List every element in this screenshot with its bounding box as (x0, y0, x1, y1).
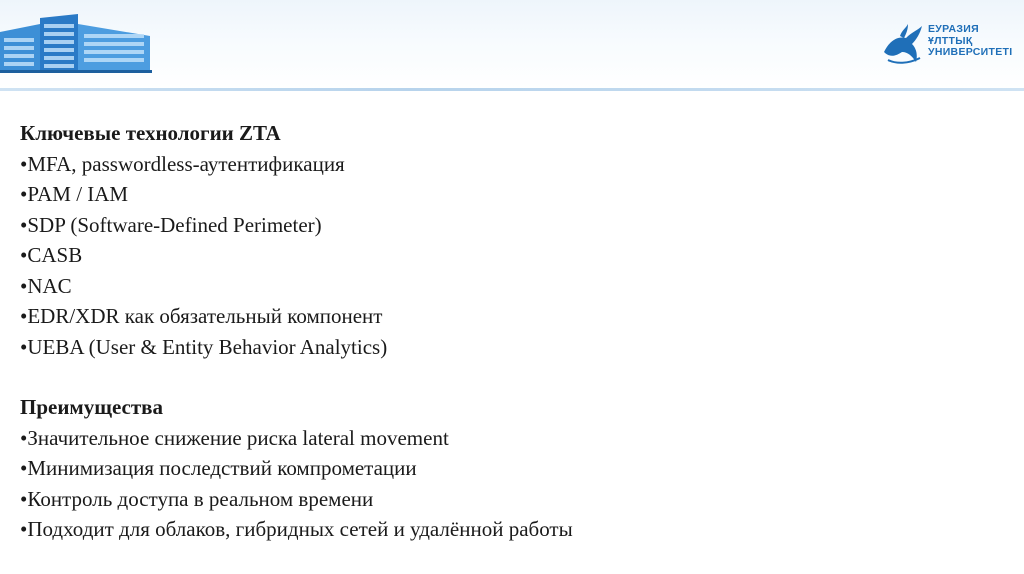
building-icon (0, 14, 160, 74)
list-item: •SDP (Software-Defined Perimeter) (20, 212, 322, 237)
logo-line-1: ЕУРАЗИЯ (928, 23, 979, 35)
logo-line-3: УНИВЕРСИТЕТІ (928, 46, 1013, 58)
list-item: •Значительное снижение риска lateral movement (20, 425, 449, 450)
list-item: •Минимизация последствий компрометации (20, 456, 417, 480)
horse-rider-logo-icon (882, 22, 926, 66)
list-item: •CASB (20, 243, 83, 267)
header-divider (0, 88, 1024, 91)
list-item: •EDR/XDR как обязательный компонент (20, 304, 383, 328)
section-spacer (20, 362, 1000, 392)
logo-text (928, 24, 1020, 59)
slide-header (0, 0, 1024, 90)
list-item: •Контроль доступа в реальном времени (20, 486, 374, 511)
slide-content (20, 118, 1000, 545)
tech-section-title: Ключевые технологии ZTA (20, 121, 281, 145)
list-item: •UEBA (User & Entity Behavior Analytics) (20, 334, 388, 359)
list-item: •PAM / IAM (20, 182, 129, 206)
list-item: •MFA, passwordless-аутентификация (20, 151, 345, 176)
list-item: •Подходит для облаков, гибридных сетей и удалённой работы (20, 517, 573, 541)
logo-line-2: ҰЛТТЫҚ (928, 34, 973, 47)
list-item: •NAC (20, 273, 72, 298)
university-logo (882, 18, 1017, 68)
advantages-section-title: Преимущества (20, 395, 164, 419)
